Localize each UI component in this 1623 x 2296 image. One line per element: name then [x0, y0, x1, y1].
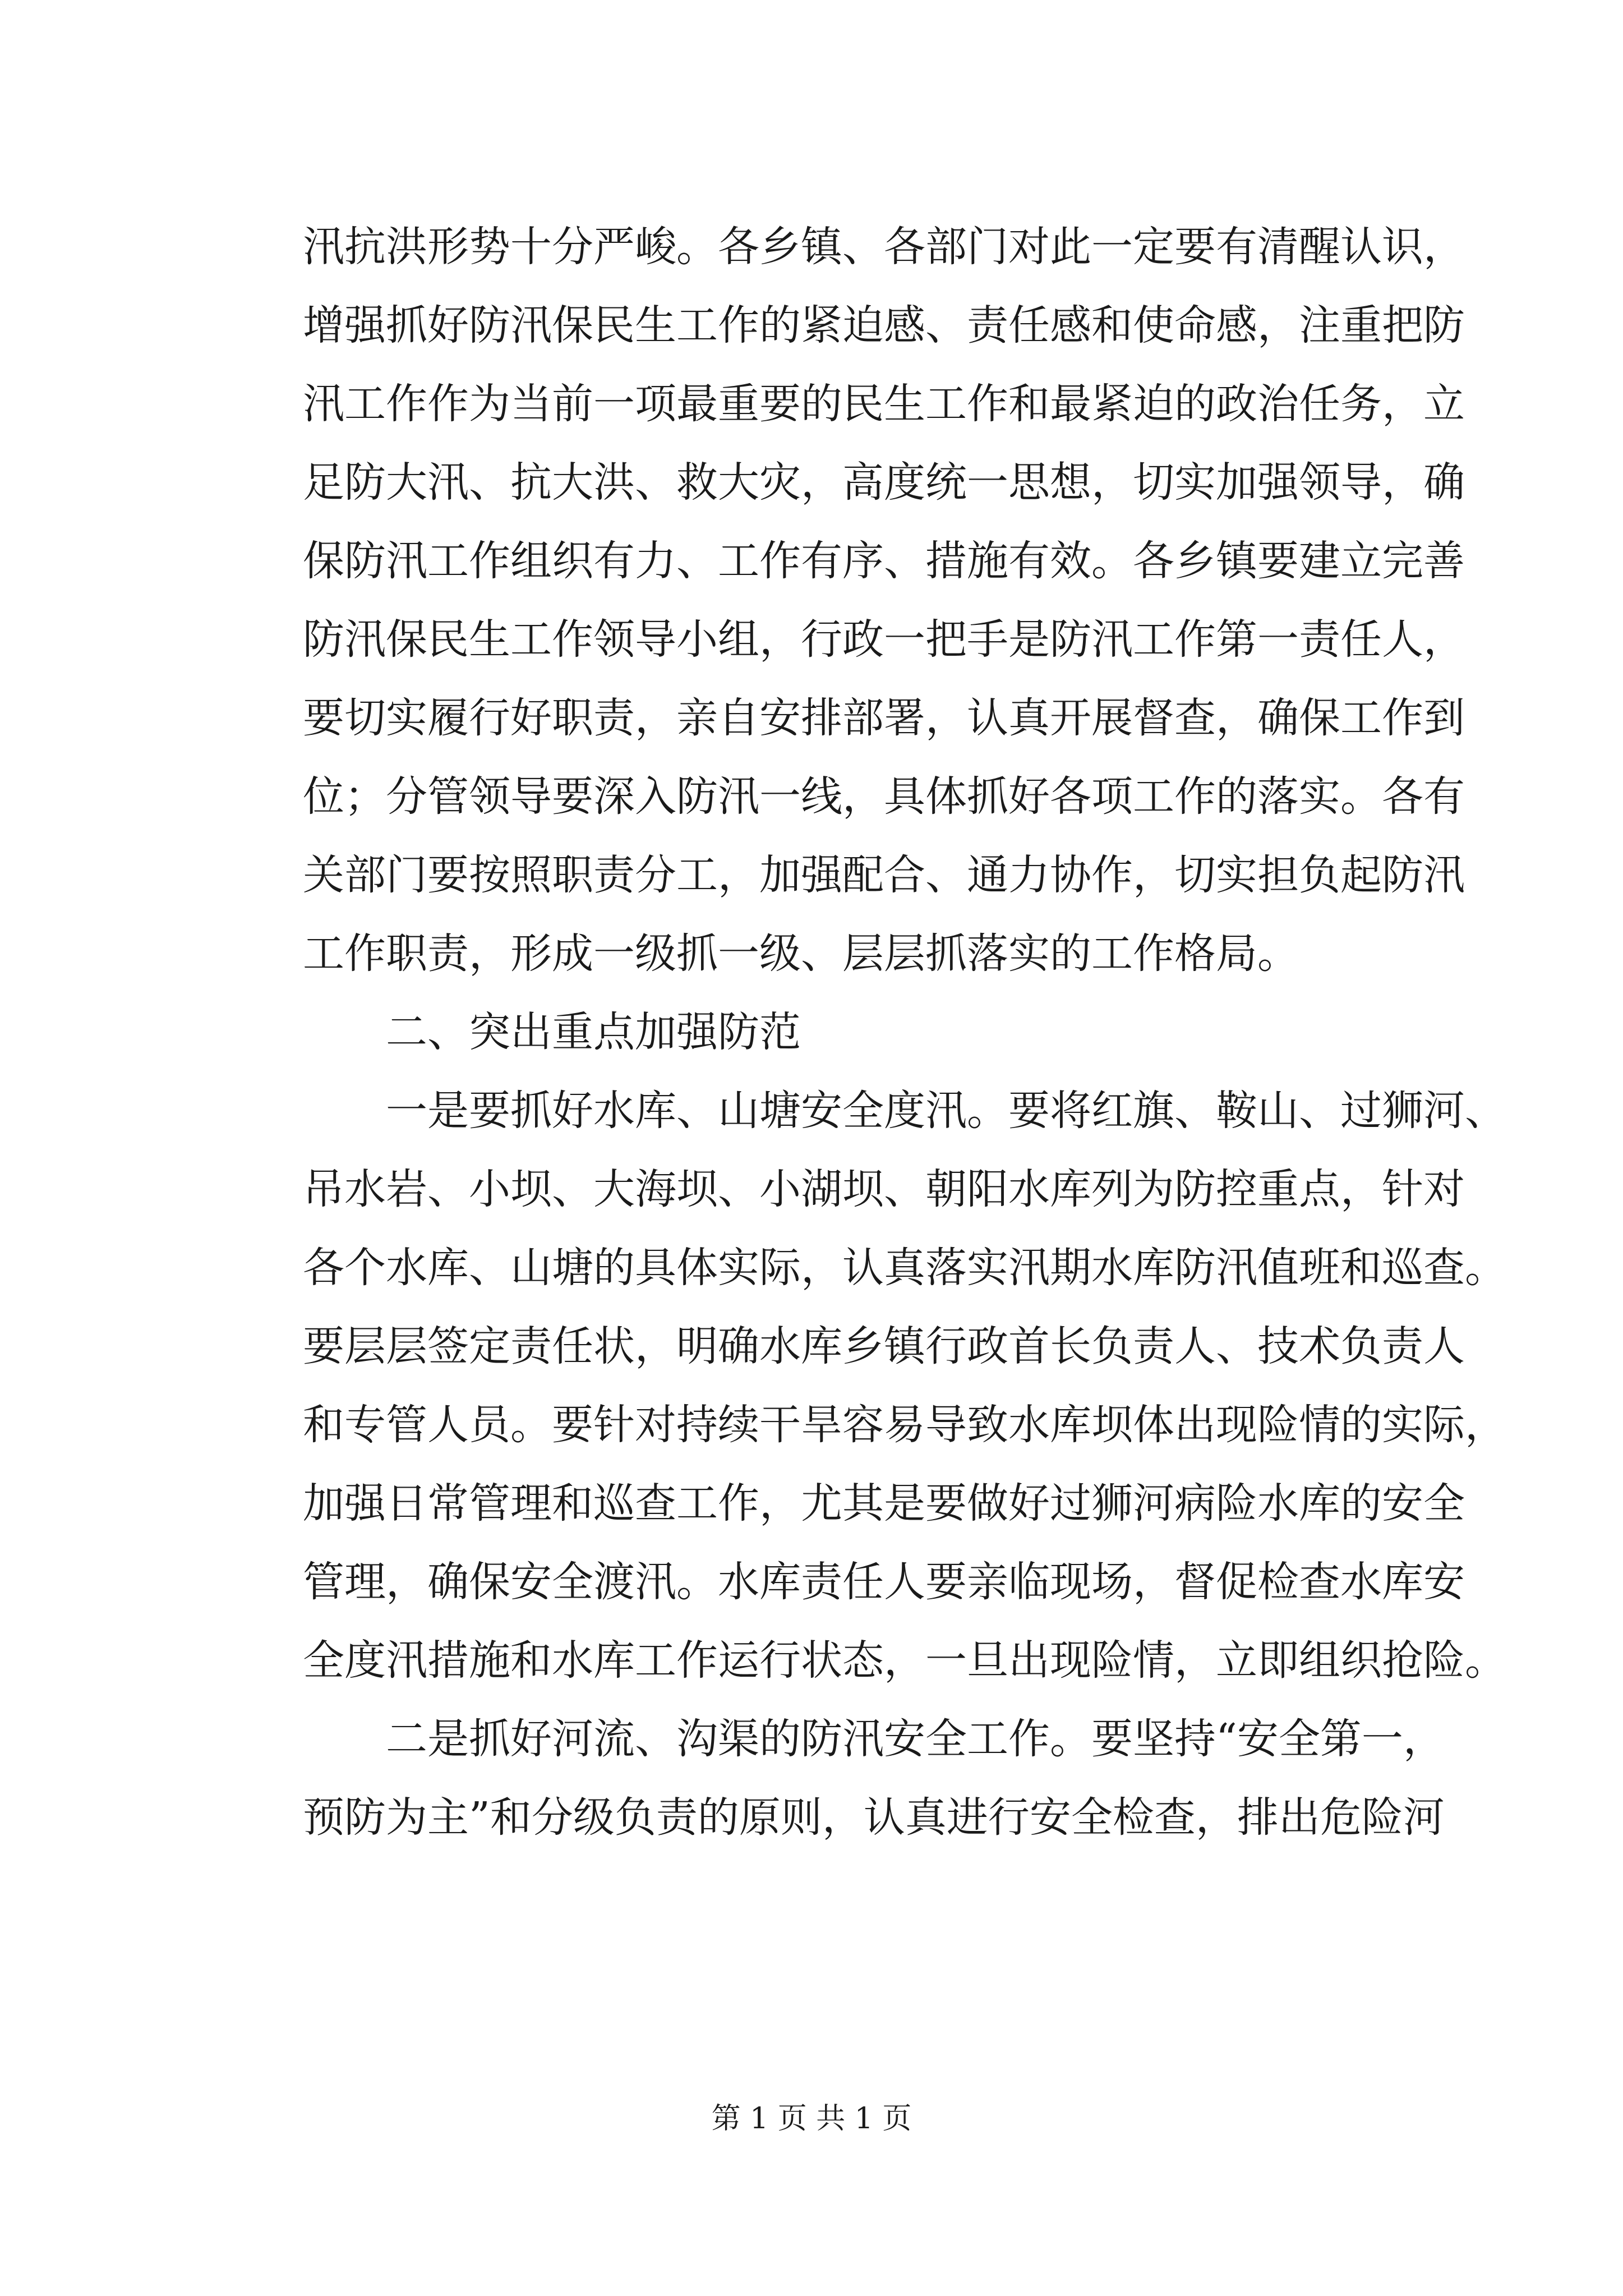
- document-body: [303, 208, 1506, 1857]
- text-line: 增强抓好防汛保民生工作的紧迫感、责任感和使命感，注重把防: [303, 301, 1465, 349]
- text-line: 预防为主”和分级负责的原则，认真进行安全检查，排出危险河: [303, 1793, 1445, 1842]
- text-line: 工作职责，形成一级抓一级、层层抓落实的工作格局。: [303, 930, 1299, 978]
- text-line: 和专管人员。要针对持续干旱容易导致水库坝体出现险情的实际，: [303, 1401, 1506, 1449]
- text-line: 位；分管领导要深入防汛一线，具体抓好各项工作的落实。各有: [303, 772, 1465, 821]
- page-footer: 第 1 页 共 1 页: [711, 2102, 912, 2136]
- text-line: 关部门要按照职责分工，加强配合、通力协作，切实担负起防汛: [303, 851, 1465, 899]
- text-line: 一是要抓好水库、山塘安全度汛。要将红旗、鞍山、过狮河、: [386, 1087, 1506, 1135]
- text-line: 全度汛措施和水库工作运行状态，一旦出现险情，立即组织抢险。: [303, 1636, 1506, 1685]
- text-line: 二、突出重点加强防范: [386, 1008, 801, 1056]
- text-line: 防汛保民生工作领导小组，行政一把手是防汛工作第一责任人，: [303, 615, 1465, 664]
- text-line: 二是抓好河流、沟渠的防汛安全工作。要坚持“安全第一，: [386, 1715, 1445, 1763]
- text-line: 管理，确保安全渡汛。水库责任人要亲临现场，督促检查水库安: [303, 1558, 1465, 1606]
- text-line: 保防汛工作组织有力、工作有序、措施有效。各乡镇要建立完善: [303, 537, 1465, 585]
- text-line: 要切实履行好职责，亲自安排部署，认真开展督查，确保工作到: [303, 694, 1465, 742]
- text-line: 加强日常管理和巡查工作，尤其是要做好过狮河病险水库的安全: [303, 1479, 1465, 1527]
- text-line: 汛工作作为当前一项最重要的民生工作和最紧迫的政治任务，立: [303, 380, 1465, 428]
- text-line: 各个水库、山塘的具体实际，认真落实汛期水库防汛值班和巡查。: [303, 1244, 1506, 1292]
- text-line: 要层层签定责任状，明确水库乡镇行政首长负责人、技术负责人: [303, 1322, 1465, 1370]
- text-line: 吊水岩、小坝、大海坝、小湖坝、朝阳水库列为防控重点，针对: [303, 1165, 1465, 1213]
- text-line: 汛抗洪形势十分严峻。各乡镇、各部门对此一定要有清醒认识，: [303, 223, 1465, 271]
- text-line: 足防大汛、抗大洪、救大灾，高度统一思想，切实加强领导，确: [303, 458, 1465, 507]
